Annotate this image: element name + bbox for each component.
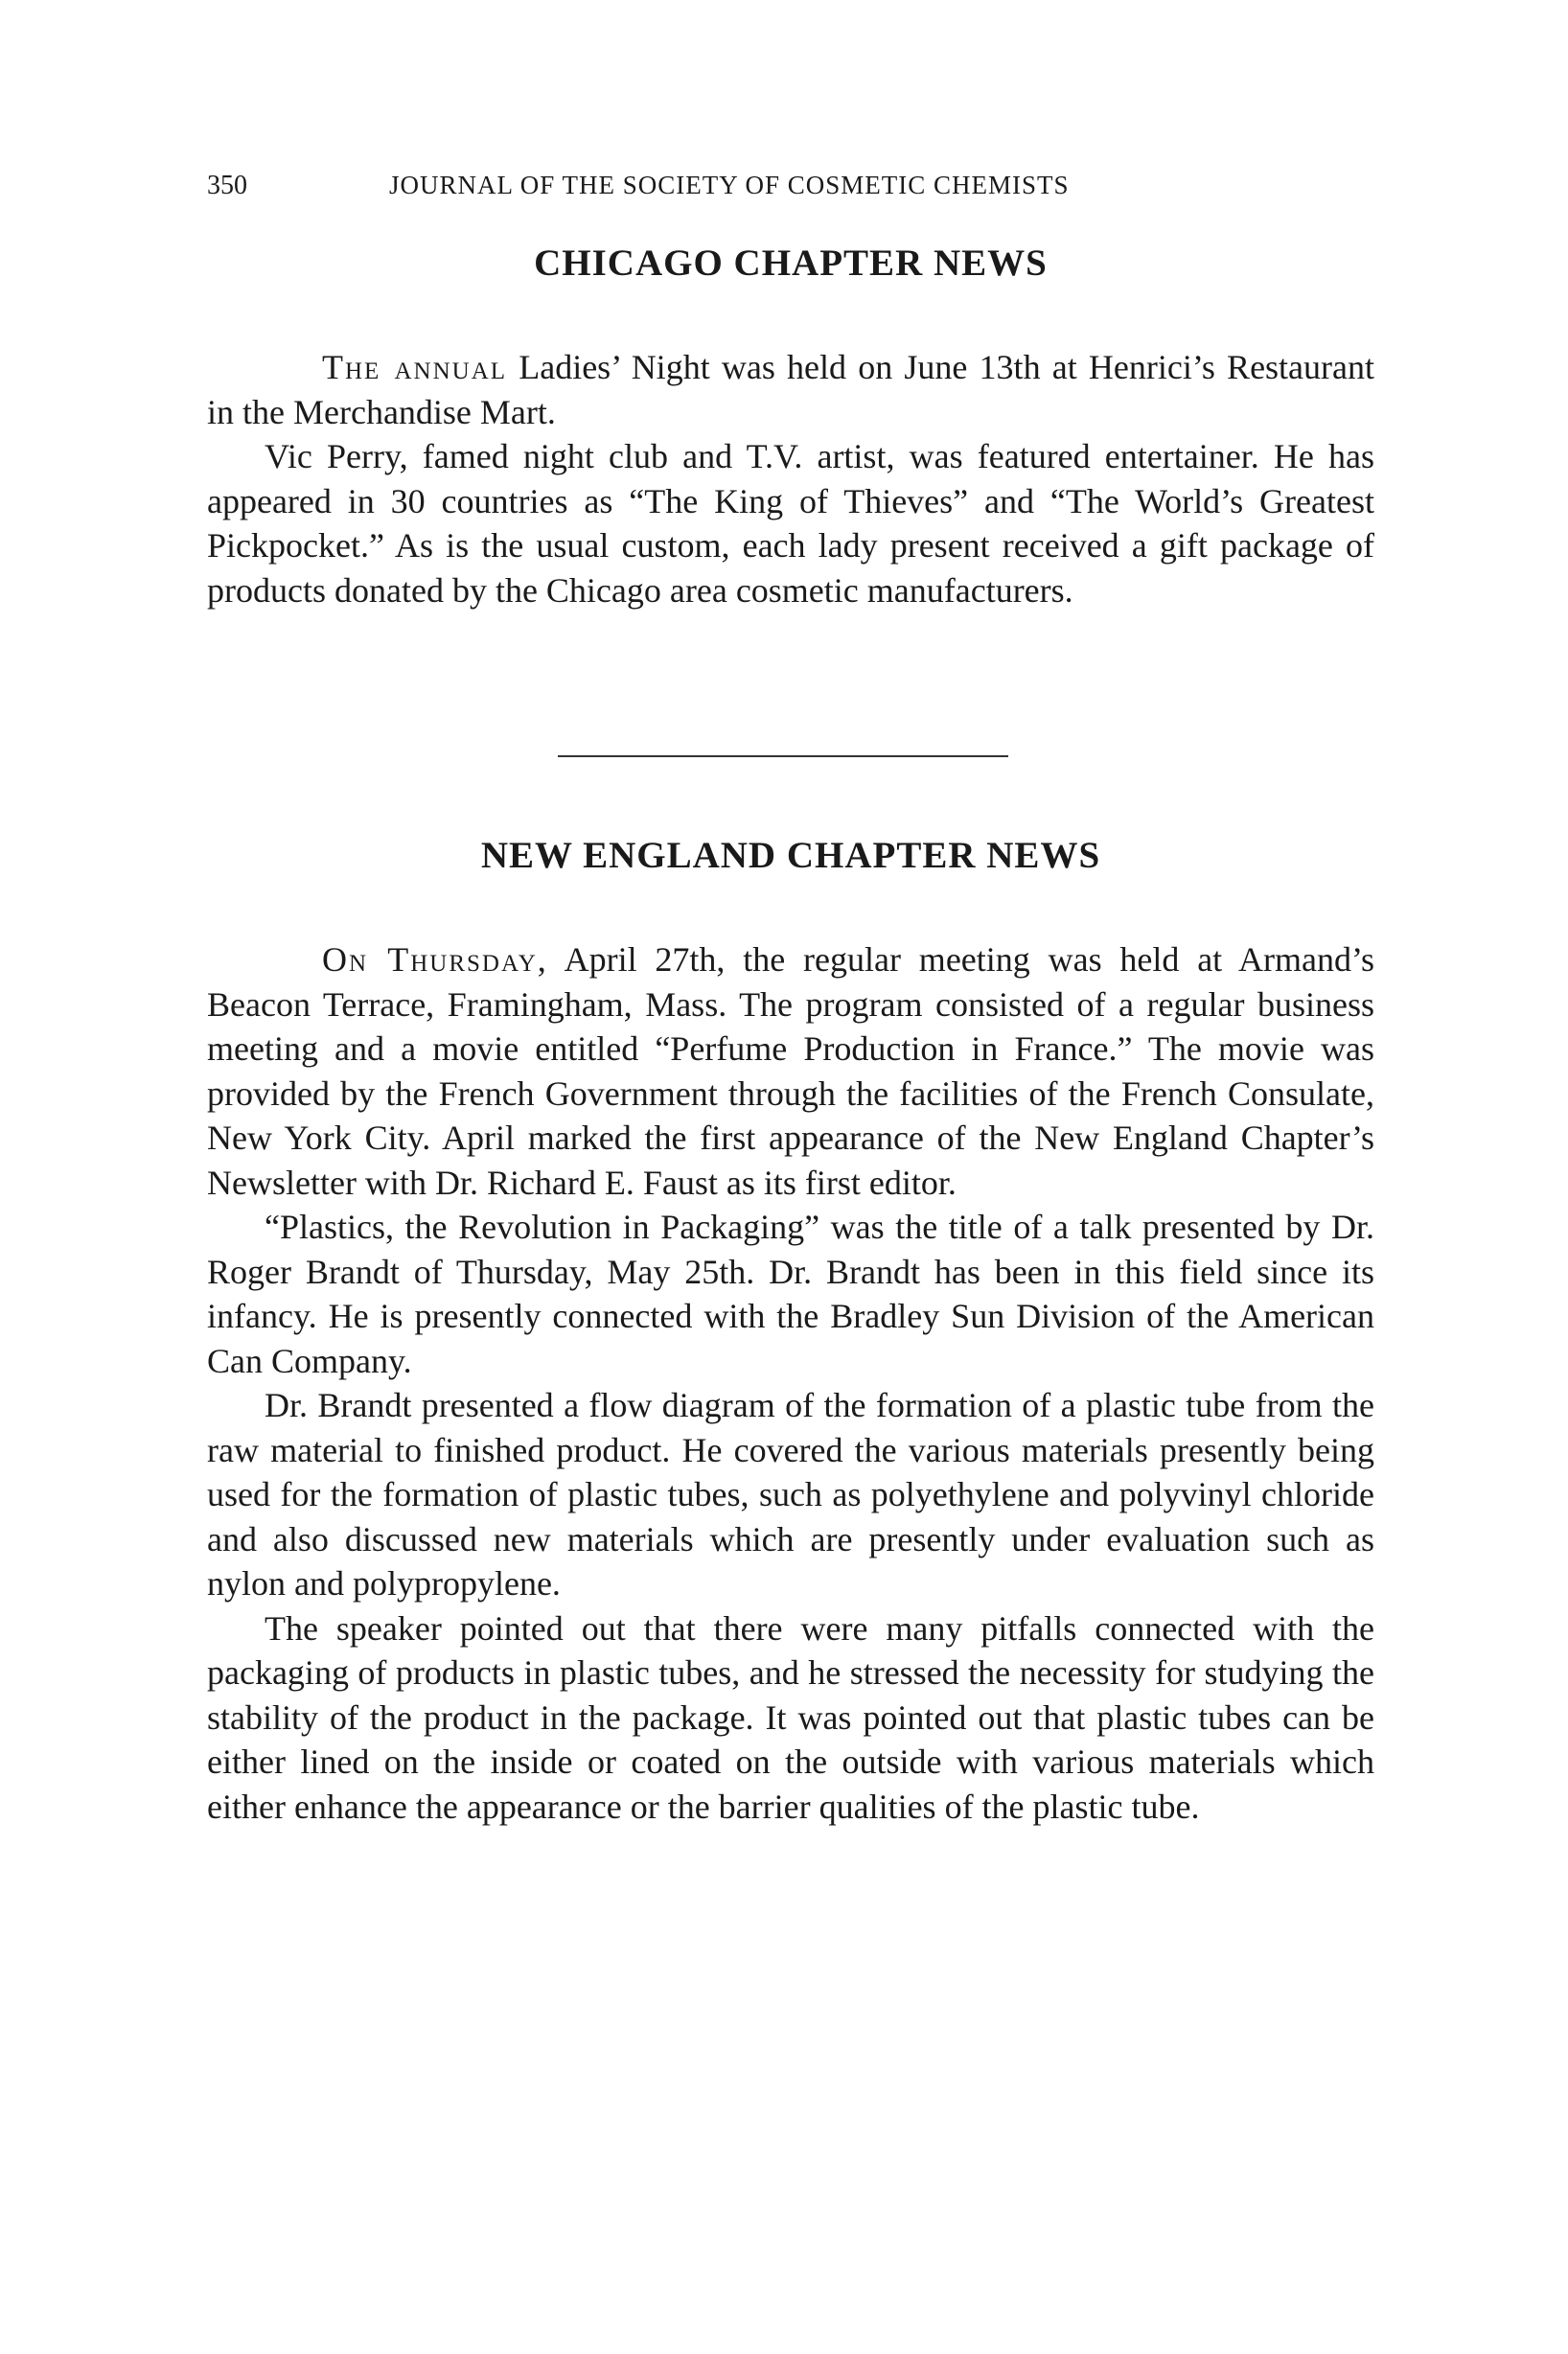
new-england-paragraph-1-text: April 27th, the regular meeting was held at Armand’s Beacon Terrace, Framingham, Mass. The program consisted of a regular business meeting and a movie entitled “Perfume Production in France.” The movie was provided by the French Government through the facilities of the French Consulate, New York City. April marked the first appearance of the New England Chapter’s Newsletter with Dr. Richard E. Faust as its first editor. [207,940,1375,1202]
section-divider [558,755,1008,757]
running-head [207,171,1374,209]
chicago-paragraph-2: Vic Perry, famed night club and T.V. artist, was featured entertainer. He has appeared in 30 countries as “The King of Thieves” and “The World’s Greatest Pickpocket.” As is the usual custom, each lady present received a gift package of products donated by the Chicago area cosmetic manufacturers. [207,437,1374,610]
new-england-paragraph-2: “Plastics, the Revolution in Packaging” was the title of a talk presented by Dr. Roger Brandt of Thursday, May 25th. Dr. Brandt has been in this field since its infancy. He is presently connected with the Bradley Sun Division of the American Can Company. [207,1208,1374,1380]
chicago-paragraph-1-text: Ladies’ Night was held on June 13th at Henrici’s Restaurant in the Merchandise Mart. [207,348,1375,431]
chicago-section-heading: CHICAGO CHAPTER NEWS [534,242,1048,284]
chicago-lead-in: The annual [322,348,508,386]
new-england-paragraph-3: Dr. Brandt presented a flow diagram of the formation of a plastic tube from the raw material to finished product. He covered the various materials presently being used for the formation of plastic tubes, such as polyethylene and polyvinyl chloride and also discussed new materials which are presently under evaluation such as nylon and polypropylene. [207,1386,1374,1603]
new-england-paragraph-4: The speaker pointed out that there were many pitfalls connected with the packaging of products in plastic tubes, and he stressed the necessity for studying the stability of the product in the package. It was pointed out that plastic tubes can be either lined on the inside or coated on the outside with various materials which either enhance the appearance or the barrier qualities of the plastic tube. [207,1608,1374,1826]
chicago-section-body [207,345,1374,612]
new-england-section-heading: NEW ENGLAND CHAPTER NEWS [480,835,1101,876]
new-england-section-body [207,937,1374,1829]
new-england-paragraph-1 [207,937,1374,1205]
chicago-paragraph-1 [207,345,1374,434]
new-england-lead-in: On Thursday, [322,940,548,979]
journal-title: JOURNAL OF THE SOCIETY OF COSMETIC CHEMISTS [389,171,1070,199]
page-number: 350 [207,171,247,200]
